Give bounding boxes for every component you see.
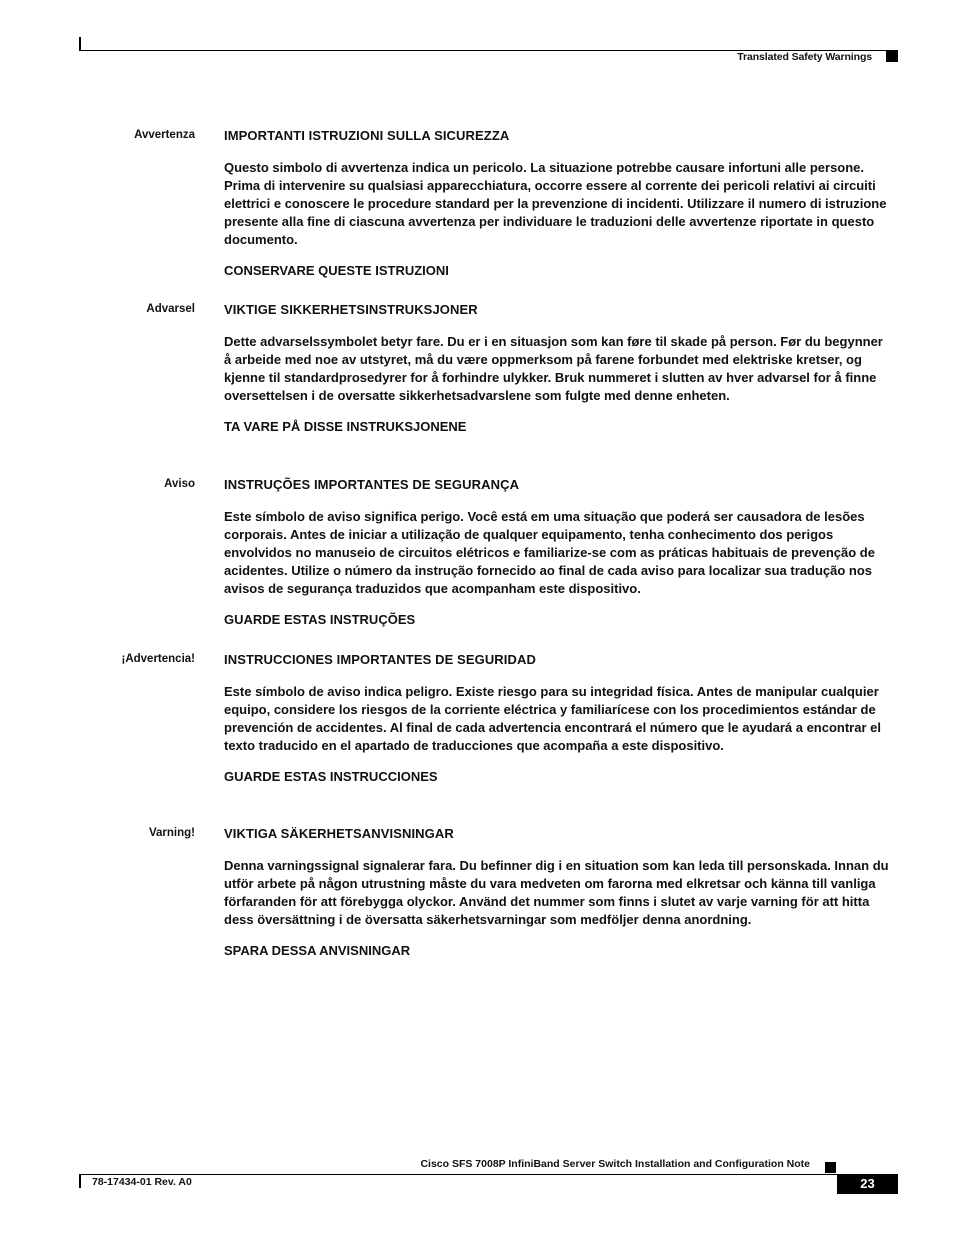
footer-doc-title: Cisco SFS 7008P InfiniBand Server Switch Installation and Configuration Note <box>420 1158 810 1170</box>
section-title: IMPORTANTI ISTRUZIONI SULLA SICUREZZA <box>224 128 510 143</box>
section-body: Este símbolo de aviso significa perigo. Você está em uma situação que poderá ser causadora de lesões corporais. Antes de iniciar a utilização de qualquer equipamento, tenha conhecimento dos perigos envolvidos no manuseio de circuitos elétricos e familiarize-se com as práticas habituais de prevenção de acidentes. Utilize o número da instrução fornecido ao final de cada aviso para localizar sua tradução nos avisos de segurança traduzidos que acompanham este dispositivo. <box>224 509 875 596</box>
header-marker <box>886 50 898 62</box>
section-content <box>224 651 890 786</box>
section-closing: TA VARE PÅ DISSE INSTRUKSJONENE <box>224 419 467 434</box>
section-body: Denna varningssignal signalerar fara. Du befinner dig i en situation som kan leda till personskada. Innan du utför arbete på någon utrustning måste du vara medveten om farorna med elkretsar och känna till vanliga förfaranden för att förebygga olyckor. Använd det nummer som finns i slutet av varje varning för att hitta dess översättning i de översatta säkerhetsvarningar som medföljer denna anordning. <box>224 858 889 927</box>
footer-rule <box>79 1174 837 1175</box>
footer-tick <box>79 1174 81 1188</box>
section-closing: CONSERVARE QUESTE ISTRUZIONI <box>224 263 449 278</box>
section-content <box>224 825 890 960</box>
section-content <box>224 476 890 629</box>
section-label: Avvertenza <box>134 129 195 141</box>
section-closing: SPARA DESSA ANVISNINGAR <box>224 943 411 958</box>
running-title: Translated Safety Warnings <box>737 51 872 63</box>
header-tick <box>79 37 81 51</box>
section-closing: GUARDE ESTAS INSTRUÇÕES <box>224 612 416 627</box>
section-label: Varning! <box>148 827 195 839</box>
section-label: ¡Advertencia! <box>121 653 195 665</box>
footer-marker <box>825 1162 836 1173</box>
section-closing: GUARDE ESTAS INSTRUCCIONES <box>224 769 438 784</box>
section-title: INSTRUCCIONES IMPORTANTES DE SEGURIDAD <box>224 652 536 667</box>
section-body: Questo simbolo di avvertenza indica un pericolo. La situazione potrebbe causare infortuni alle persone. Prima di intervenire su qualsiasi apparecchiatura, occorre essere al corrente dei pericoli relativi ai circuiti elettrici e conoscere le procedure standard per la prevenzione di incidenti. Utilizzare il numero di istruzione presente alla fine di ciascuna avvertenza per individuare le traduzioni delle avvertenze riportate in questo documento. <box>224 160 887 247</box>
section-content <box>224 127 890 280</box>
section-title: INSTRUÇÕES IMPORTANTES DE SEGURANÇA <box>224 477 520 492</box>
footer-doc-number: 78-17434-01 Rev. A0 <box>92 1176 192 1188</box>
section-label: Advarsel <box>146 303 195 315</box>
section-title: VIKTIGA SÄKERHETSANVISNINGAR <box>224 826 454 841</box>
section-label: Aviso <box>164 478 195 490</box>
section-content <box>224 301 890 436</box>
page-number: 23 <box>837 1174 898 1194</box>
section-title: VIKTIGE SIKKERHETSINSTRUKSJONER <box>224 302 478 317</box>
section-body: Este símbolo de aviso indica peligro. Existe riesgo para su integridad física. Antes de manipular cualquier equipo, considere los riesgos de la corriente eléctrica y familiarícese con los procedimientos estándar de prevención de accidentes. Al final de cada advertencia encontrará el número que le ayudará a encontrar el texto traducido en el apartado de traducciones que acompaña a este dispositivo. <box>224 684 881 753</box>
section-body: Dette advarselssymbolet betyr fare. Du er i en situasjon som kan føre til skade på person. Før du begynner å arbeide med noe av utstyret, må du være oppmerksom på farene forbundet med elektriske kretser, og kjenne til standardprosedyrer for å forhindre ulykker. Bruk nummeret i slutten av hver advarsel for å finne oversettelsen i de oversatte sikkerhetsadvarslene som fulgte med denne enheten. <box>224 334 883 403</box>
